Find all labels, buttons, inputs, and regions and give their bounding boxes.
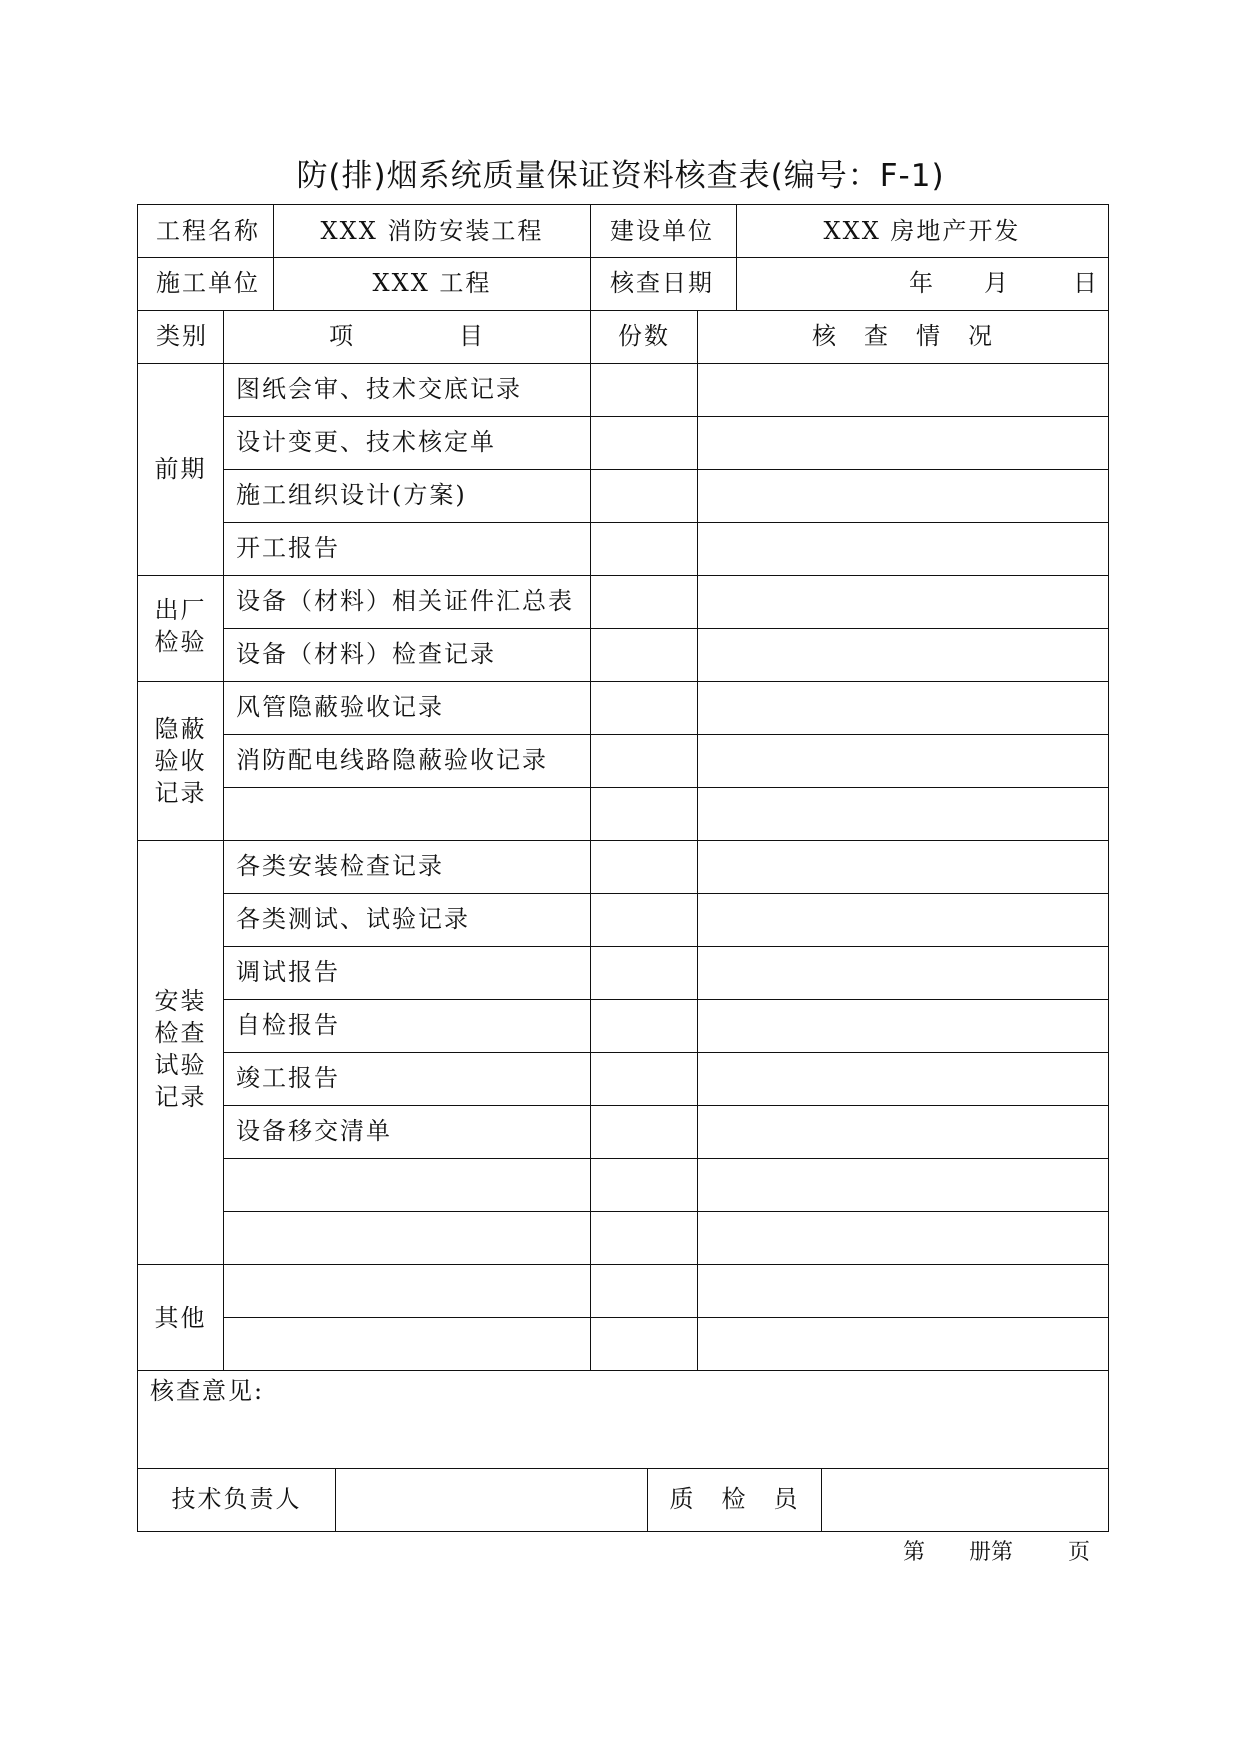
row-divider bbox=[223, 999, 1108, 1000]
review-opinion-label: 核查意见: bbox=[150, 1377, 265, 1405]
list-item: 各类测试、试验记录 bbox=[236, 905, 470, 933]
list-item: 风管隐蔽验收记录 bbox=[236, 693, 444, 721]
row-divider bbox=[223, 628, 1108, 629]
list-item: 调试报告 bbox=[236, 958, 340, 986]
builder-value: XXX 房地产开发 bbox=[823, 217, 1021, 245]
footer-page-suffix: 页 bbox=[1068, 1540, 1091, 1565]
tech-lead-label: 技术负责人 bbox=[171, 1485, 302, 1513]
group-label-other: 其他 bbox=[154, 1304, 207, 1332]
row-divider bbox=[223, 1211, 1108, 1212]
construction-unit-label: 施工单位 bbox=[156, 269, 260, 297]
list-item: 设备（材料）检查记录 bbox=[236, 640, 496, 668]
row-divider bbox=[138, 363, 1108, 364]
list-item: 竣工报告 bbox=[236, 1064, 340, 1092]
row-divider bbox=[138, 1264, 1108, 1265]
group-label-factory: 出厂 检验 bbox=[154, 596, 207, 656]
column-divider bbox=[223, 310, 224, 1370]
column-header-item: 项 目 bbox=[329, 322, 485, 350]
row-divider bbox=[223, 522, 1108, 523]
row-divider bbox=[223, 787, 1108, 788]
row-divider bbox=[223, 1158, 1108, 1159]
column-header-status: 核 查 情 况 bbox=[812, 322, 994, 350]
inspection-table bbox=[137, 204, 1109, 1532]
row-divider bbox=[223, 893, 1108, 894]
group-label-hidden: 隐蔽 验收 记录 bbox=[154, 715, 207, 807]
row-divider bbox=[223, 946, 1108, 947]
list-item: 各类安装检查记录 bbox=[236, 852, 444, 880]
list-item: 施工组织设计(方案) bbox=[236, 481, 467, 509]
row-divider bbox=[138, 840, 1108, 841]
row-divider bbox=[138, 681, 1108, 682]
builder-label: 建设单位 bbox=[610, 217, 714, 245]
date-day: 日 bbox=[1073, 269, 1099, 297]
column-header-count: 份数 bbox=[618, 322, 670, 350]
column-header-category: 类别 bbox=[156, 322, 208, 350]
list-item: 图纸会审、技术交底记录 bbox=[236, 375, 522, 403]
column-divider bbox=[590, 205, 591, 1370]
column-divider bbox=[335, 1468, 336, 1531]
row-divider bbox=[223, 416, 1108, 417]
list-item: 开工报告 bbox=[236, 534, 340, 562]
row-divider bbox=[138, 310, 1108, 311]
group-label-install: 安装 检查 试验 记录 bbox=[154, 987, 207, 1111]
inspector-label: 质 检 员 bbox=[669, 1485, 800, 1513]
row-divider bbox=[223, 1105, 1108, 1106]
project-name-label: 工程名称 bbox=[156, 217, 260, 245]
row-divider bbox=[223, 1317, 1108, 1318]
footer-volume-mid: 册第 bbox=[969, 1540, 1014, 1565]
row-divider bbox=[223, 469, 1108, 470]
group-label-early: 前期 bbox=[154, 455, 207, 483]
date-year: 年 bbox=[909, 269, 935, 297]
row-divider bbox=[138, 575, 1108, 576]
column-divider bbox=[697, 310, 698, 1370]
row-divider bbox=[138, 1370, 1108, 1371]
list-item: 设计变更、技术核定单 bbox=[236, 428, 496, 456]
list-item: 消防配电线路隐蔽验收记录 bbox=[236, 746, 548, 774]
project-name-value: XXX 消防安装工程 bbox=[320, 217, 544, 245]
footer-volume-prefix: 第 bbox=[903, 1540, 926, 1565]
page-title: 防(排)烟系统质量保证资料核查表(编号：F-1) bbox=[296, 158, 945, 194]
date-label: 核查日期 bbox=[610, 269, 714, 297]
list-item: 设备移交清单 bbox=[236, 1117, 392, 1145]
row-divider bbox=[138, 1468, 1108, 1469]
column-divider bbox=[821, 1468, 822, 1531]
row-divider bbox=[223, 734, 1108, 735]
construction-unit-value: XXX 工程 bbox=[372, 269, 492, 297]
list-item: 设备（材料）相关证件汇总表 bbox=[236, 587, 574, 615]
row-divider bbox=[223, 1052, 1108, 1053]
list-item: 自检报告 bbox=[236, 1011, 340, 1039]
row-divider bbox=[138, 257, 1108, 258]
date-month: 月 bbox=[984, 269, 1010, 297]
